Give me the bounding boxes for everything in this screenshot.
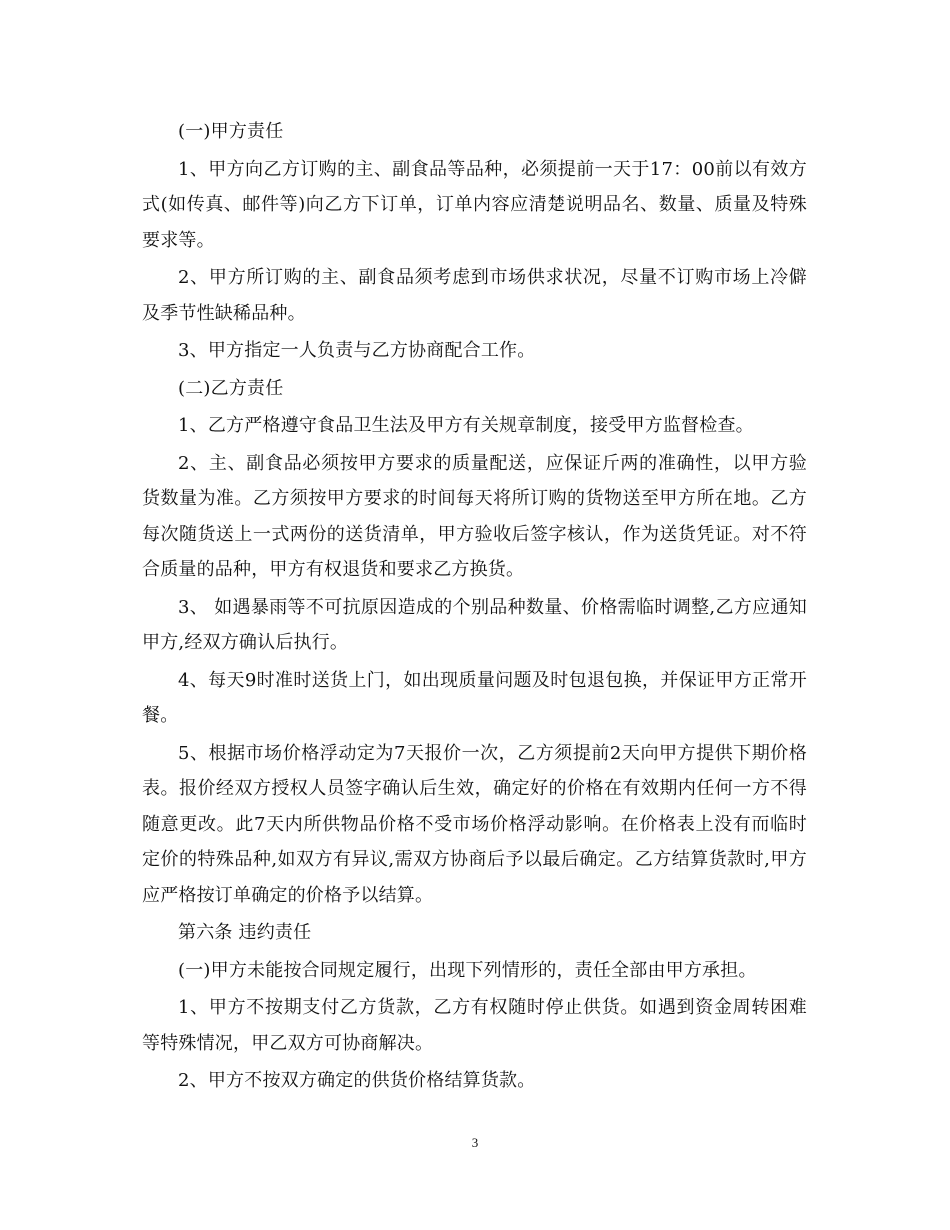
section-heading-party-a: (一)甲方责任 — [178, 121, 284, 142]
paragraph-a1: 1、甲方向乙方订购的主、副食品等品种，必须提前一天于17：00前以有效方式(如传真、邮件等)向乙方下订单，订单内容应清楚说明品名、数量、质量及特殊要求等。 — [142, 158, 807, 251]
page-number: 3 — [471, 1135, 479, 1150]
paragraph-b5: 5、根据市场价格浮动定为7天报价一次，乙方须提前2天向甲方提供下期价格表。报价经双方授权人员签字确认后生效，确定好的价格在有效期内任何一方不得随意更改。此7天内所供物品价格不受市场价格浮动影响。在价格表上没有而临时定价的特殊品种,如双方有异议,需双方协商后予以最后确定。乙方结算货款时,甲方应严格按订单确定的价格予以结算。 — [142, 742, 807, 906]
paragraph-breach-2: 2、甲方不按双方确定的供货价格结算货款。 — [178, 1070, 536, 1091]
paragraph-breach-intro: (一)甲方未能按合同规定履行，出现下列情形的，责任全部由甲方承担。 — [178, 959, 757, 981]
paragraph-a2: 2、甲方所订购的主、副食品须考虑到市场供求状况，尽量不订购市场上冷僻及季节性缺稀品种。 — [142, 267, 807, 324]
paragraph-b4: 4、每天9时准时送货上门，如出现质量问题及时包退包换，并保证甲方正常开餐。 — [142, 669, 807, 726]
document-body — [142, 114, 807, 1101]
paragraph-b2: 2、主、副食品必须按甲方要求的质量配送，应保证斤两的准确性，以甲方验货数量为准。乙方须按甲方要求的时间每天将所订购的货物送至甲方所在地。乙方每次随货送上一式两份的送货清单，甲方验收后签字核认，作为送货凭证。对不符合质量的品种，甲方有权退货和要求乙方换货。 — [142, 452, 807, 580]
article-heading-breach: 第六条 违约责任 — [178, 922, 312, 943]
section-heading-party-b: (二)乙方责任 — [178, 377, 284, 399]
paragraph-b3: 3、 如遇暴雨等不可抗原因造成的个别品种数量、价格需临时调整,乙方应通知甲方,经双方确认后执行。 — [142, 596, 807, 653]
paragraph-b1: 1、乙方严格遵守食品卫生法及甲方有关规章制度，接受甲方监督检查。 — [178, 415, 754, 436]
paragraph-breach-1: 1、甲方不按期支付乙方货款，乙方有权随时停止供货。如遇到资金周转困难等特殊情况，甲乙双方可协商解决。 — [142, 997, 807, 1054]
paragraph-a3: 3、甲方指定一人负责与乙方协商配合工作。 — [178, 340, 536, 361]
